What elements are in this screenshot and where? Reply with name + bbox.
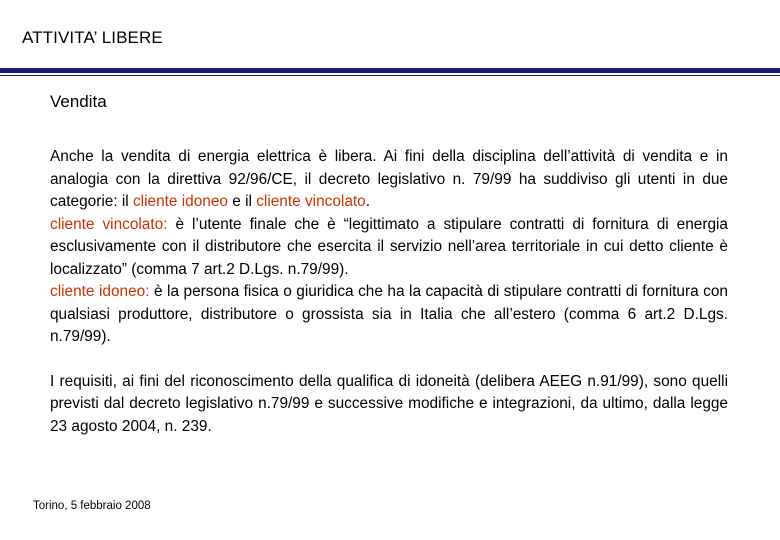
slide-title: ATTIVITA’ LIBERE <box>22 28 163 47</box>
definition-text-idoneo: è la persona fisica o giuridica che ha la capacità di stipulare contratti di fornitura con qualsiasi produttore, distributore o grossista sia in Italia che all’estero (comma 6 art.2 D.Lgs. n.79/99). <box>50 283 728 345</box>
paragraph-intro <box>50 146 728 214</box>
paragraph-idoneo <box>50 281 728 349</box>
term-cliente-idoneo: cliente idoneo <box>132 193 228 210</box>
definition-text-vincolato: è l’utente finale che è “legittimato a stipulare contratti di fornitura di energia esclusivamente con il distributore che esercita il servizio nell’area territoriale in cui detto cliente è localizzato” (comma 7 art.2 D.Lgs. n.79/99). <box>50 215 728 278</box>
body-text <box>50 146 728 438</box>
title-rule-thin <box>0 75 780 76</box>
paragraph-vincolato <box>50 214 728 282</box>
intro-text: Anche la vendita di energia elettrica è libera. Ai fini della disciplina dell’attività di vendita e in analogia con la direttiva 92/96/CE, il decreto legislativo n. 79/99 ha suddiviso gli utenti in due categorie: il <box>50 148 728 210</box>
definition-term-vincolato: cliente vincolato: <box>50 215 168 233</box>
section-title: Vendita <box>50 92 107 111</box>
definition-term-idoneo: cliente idoneo: <box>50 283 150 300</box>
paragraph-gap <box>50 349 728 371</box>
intro-connector: e il <box>227 193 257 210</box>
paragraph-requisiti: I requisiti, ai fini del riconoscimento della qualifica di idoneità (delibera AEEG n.91/99), sono quelli previsti dal decreto legislativo n.79/99 e successive modifiche e integrazioni, da ultimo, dalla legge 23 agosto 2004, n. 239. <box>50 372 728 435</box>
title-rule <box>0 68 780 73</box>
footer-date: Torino, 5 febbraio 2008 <box>33 500 151 512</box>
term-cliente-vincolato: cliente vincolato <box>256 193 366 210</box>
intro-end: . <box>365 193 370 210</box>
